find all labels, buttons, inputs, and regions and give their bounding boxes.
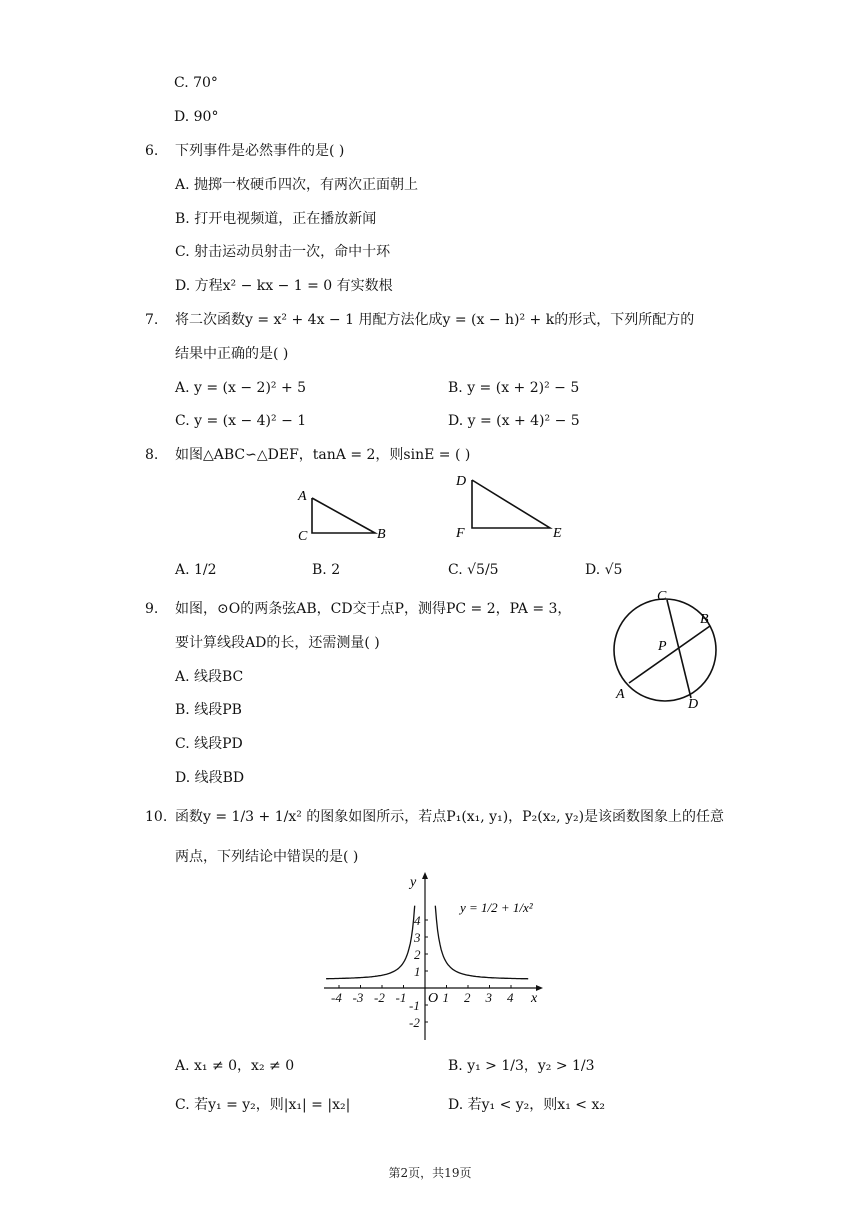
question-9-option-c: C. 线段PD — [175, 736, 243, 752]
curve-right-branch — [435, 906, 528, 979]
function-graph-figure — [318, 870, 548, 1045]
y-tick-label: -1 — [409, 998, 420, 1013]
question-6-option-b: B. 打开电视频道，正在播放新闻 — [175, 211, 377, 227]
question-8-option-a: A. 1/2 — [175, 562, 217, 578]
question-10-stem-line2: 两点，下列结论中错误的是( ) — [175, 849, 359, 865]
x-tick-label: -1 — [395, 990, 407, 1005]
similar-triangles-figure — [290, 470, 580, 545]
question-10-option-c: C. 若y₁ = y₂，则|x₁| = |x₂| — [175, 1097, 351, 1113]
question-9-stem-line1: 如图，⊙O的两条弦AB，CD交于点P，测得PC = 2，PA = 3， — [175, 601, 572, 617]
question-9-option-d: D. 线段BD — [175, 770, 245, 786]
question-7-stem-line1: 将二次函数y = x² + 4x − 1 用配方法化成y = (x − h)² + k的形式，下列所配方的 — [175, 312, 695, 328]
label-d: D — [688, 697, 699, 712]
question-6-stem: 下列事件是必然事件的是( ) — [175, 143, 345, 159]
x-axis-label: x — [531, 991, 538, 1006]
label-b: B — [700, 612, 709, 627]
question-6-option-d: D. 方程x² − kx − 1 = 0 有实数根 — [175, 278, 393, 294]
chord-ab — [629, 626, 710, 683]
question-9-option-a: A. 线段BC — [175, 669, 244, 685]
chord-cd — [667, 600, 691, 698]
question-10-stem-line1: 函数y = 1/3 + 1/x² 的图象如图所示，若点P₁(x₁, y₁)，P₂(x₂, y₂)是该函数图象上的任意 — [175, 809, 725, 825]
label-d: D — [456, 474, 467, 489]
x-tick-label: 1 — [442, 990, 449, 1005]
question-8-option-c: C. √5/5 — [448, 562, 499, 578]
y-axis-label: y — [410, 875, 417, 890]
label-b: B — [377, 527, 386, 542]
question-7-stem-line2: 结果中正确的是( ) — [175, 346, 289, 362]
question-9-stem-line2: 要计算线段AD的长，还需测量( ) — [175, 635, 380, 651]
question-10-option-b: B. y₁ > 1/3，y₂ > 1/3 — [448, 1058, 595, 1074]
y-axis-arrow — [422, 872, 428, 879]
y-tick-label: 1 — [414, 964, 421, 979]
label-c: C — [298, 529, 308, 544]
y-tick-label: 2 — [414, 947, 421, 962]
x-tick-label: -4 — [331, 990, 342, 1005]
y-tick-label: 4 — [414, 913, 421, 928]
question-7-option-d: D. y = (x + 4)² − 5 — [448, 413, 580, 429]
y-tick-label: -2 — [409, 1015, 420, 1030]
page-footer: 第2页，共19页 — [388, 1166, 472, 1180]
question-10-option-d: D. 若y₁ < y₂，则x₁ < x₂ — [448, 1097, 605, 1113]
question-8-number: 8. — [145, 447, 159, 463]
question-6-number: 6. — [145, 143, 159, 159]
question-7-option-c: C. y = (x − 4)² − 1 — [175, 413, 307, 429]
question-6-option-a: A. 抛掷一枚硬币四次，有两次正面朝上 — [175, 177, 419, 193]
label-e: E — [553, 526, 562, 541]
question-8-stem: 如图△ABC∽△DEF，tanA = 2，则sinE = ( ) — [175, 447, 471, 463]
question-8-option-d: D. √5 — [585, 562, 623, 578]
x-tick-label: -3 — [352, 990, 364, 1005]
question-9-option-b: B. 线段PB — [175, 702, 242, 718]
x-tick-label: -2 — [374, 990, 385, 1005]
question-9-number: 9. — [145, 601, 159, 617]
origin-label: O — [428, 991, 439, 1006]
option-c-prev: C. 70° — [174, 75, 218, 91]
x-tick-label: 2 — [464, 990, 471, 1005]
x-tick-label: 4 — [507, 990, 514, 1005]
question-10-option-a: A. x₁ ≠ 0，x₂ ≠ 0 — [175, 1058, 295, 1074]
label-f: F — [456, 526, 465, 541]
label-p: P — [658, 639, 667, 654]
label-a: A — [616, 687, 625, 702]
circle-chords-figure — [605, 590, 730, 715]
question-10-number: 10. — [145, 809, 168, 825]
label-a: A — [298, 489, 307, 504]
question-7-option-a: A. y = (x − 2)² + 5 — [175, 380, 307, 396]
label-c: C — [657, 590, 667, 604]
question-7-number: 7. — [145, 312, 159, 328]
curve-left-branch — [326, 906, 415, 979]
triangle-abc — [312, 498, 375, 533]
question-6-option-c: C. 射击运动员射击一次，命中十环 — [175, 244, 391, 260]
y-tick-label: 3 — [414, 930, 421, 945]
x-tick-label: 3 — [485, 990, 492, 1005]
graph-function-label: y = 1/2 + 1/x² — [460, 900, 533, 915]
question-7-option-b: B. y = (x + 2)² − 5 — [448, 380, 580, 396]
question-8-option-b: B. 2 — [312, 562, 341, 578]
triangle-def — [472, 480, 550, 528]
option-d-prev: D. 90° — [174, 109, 219, 125]
